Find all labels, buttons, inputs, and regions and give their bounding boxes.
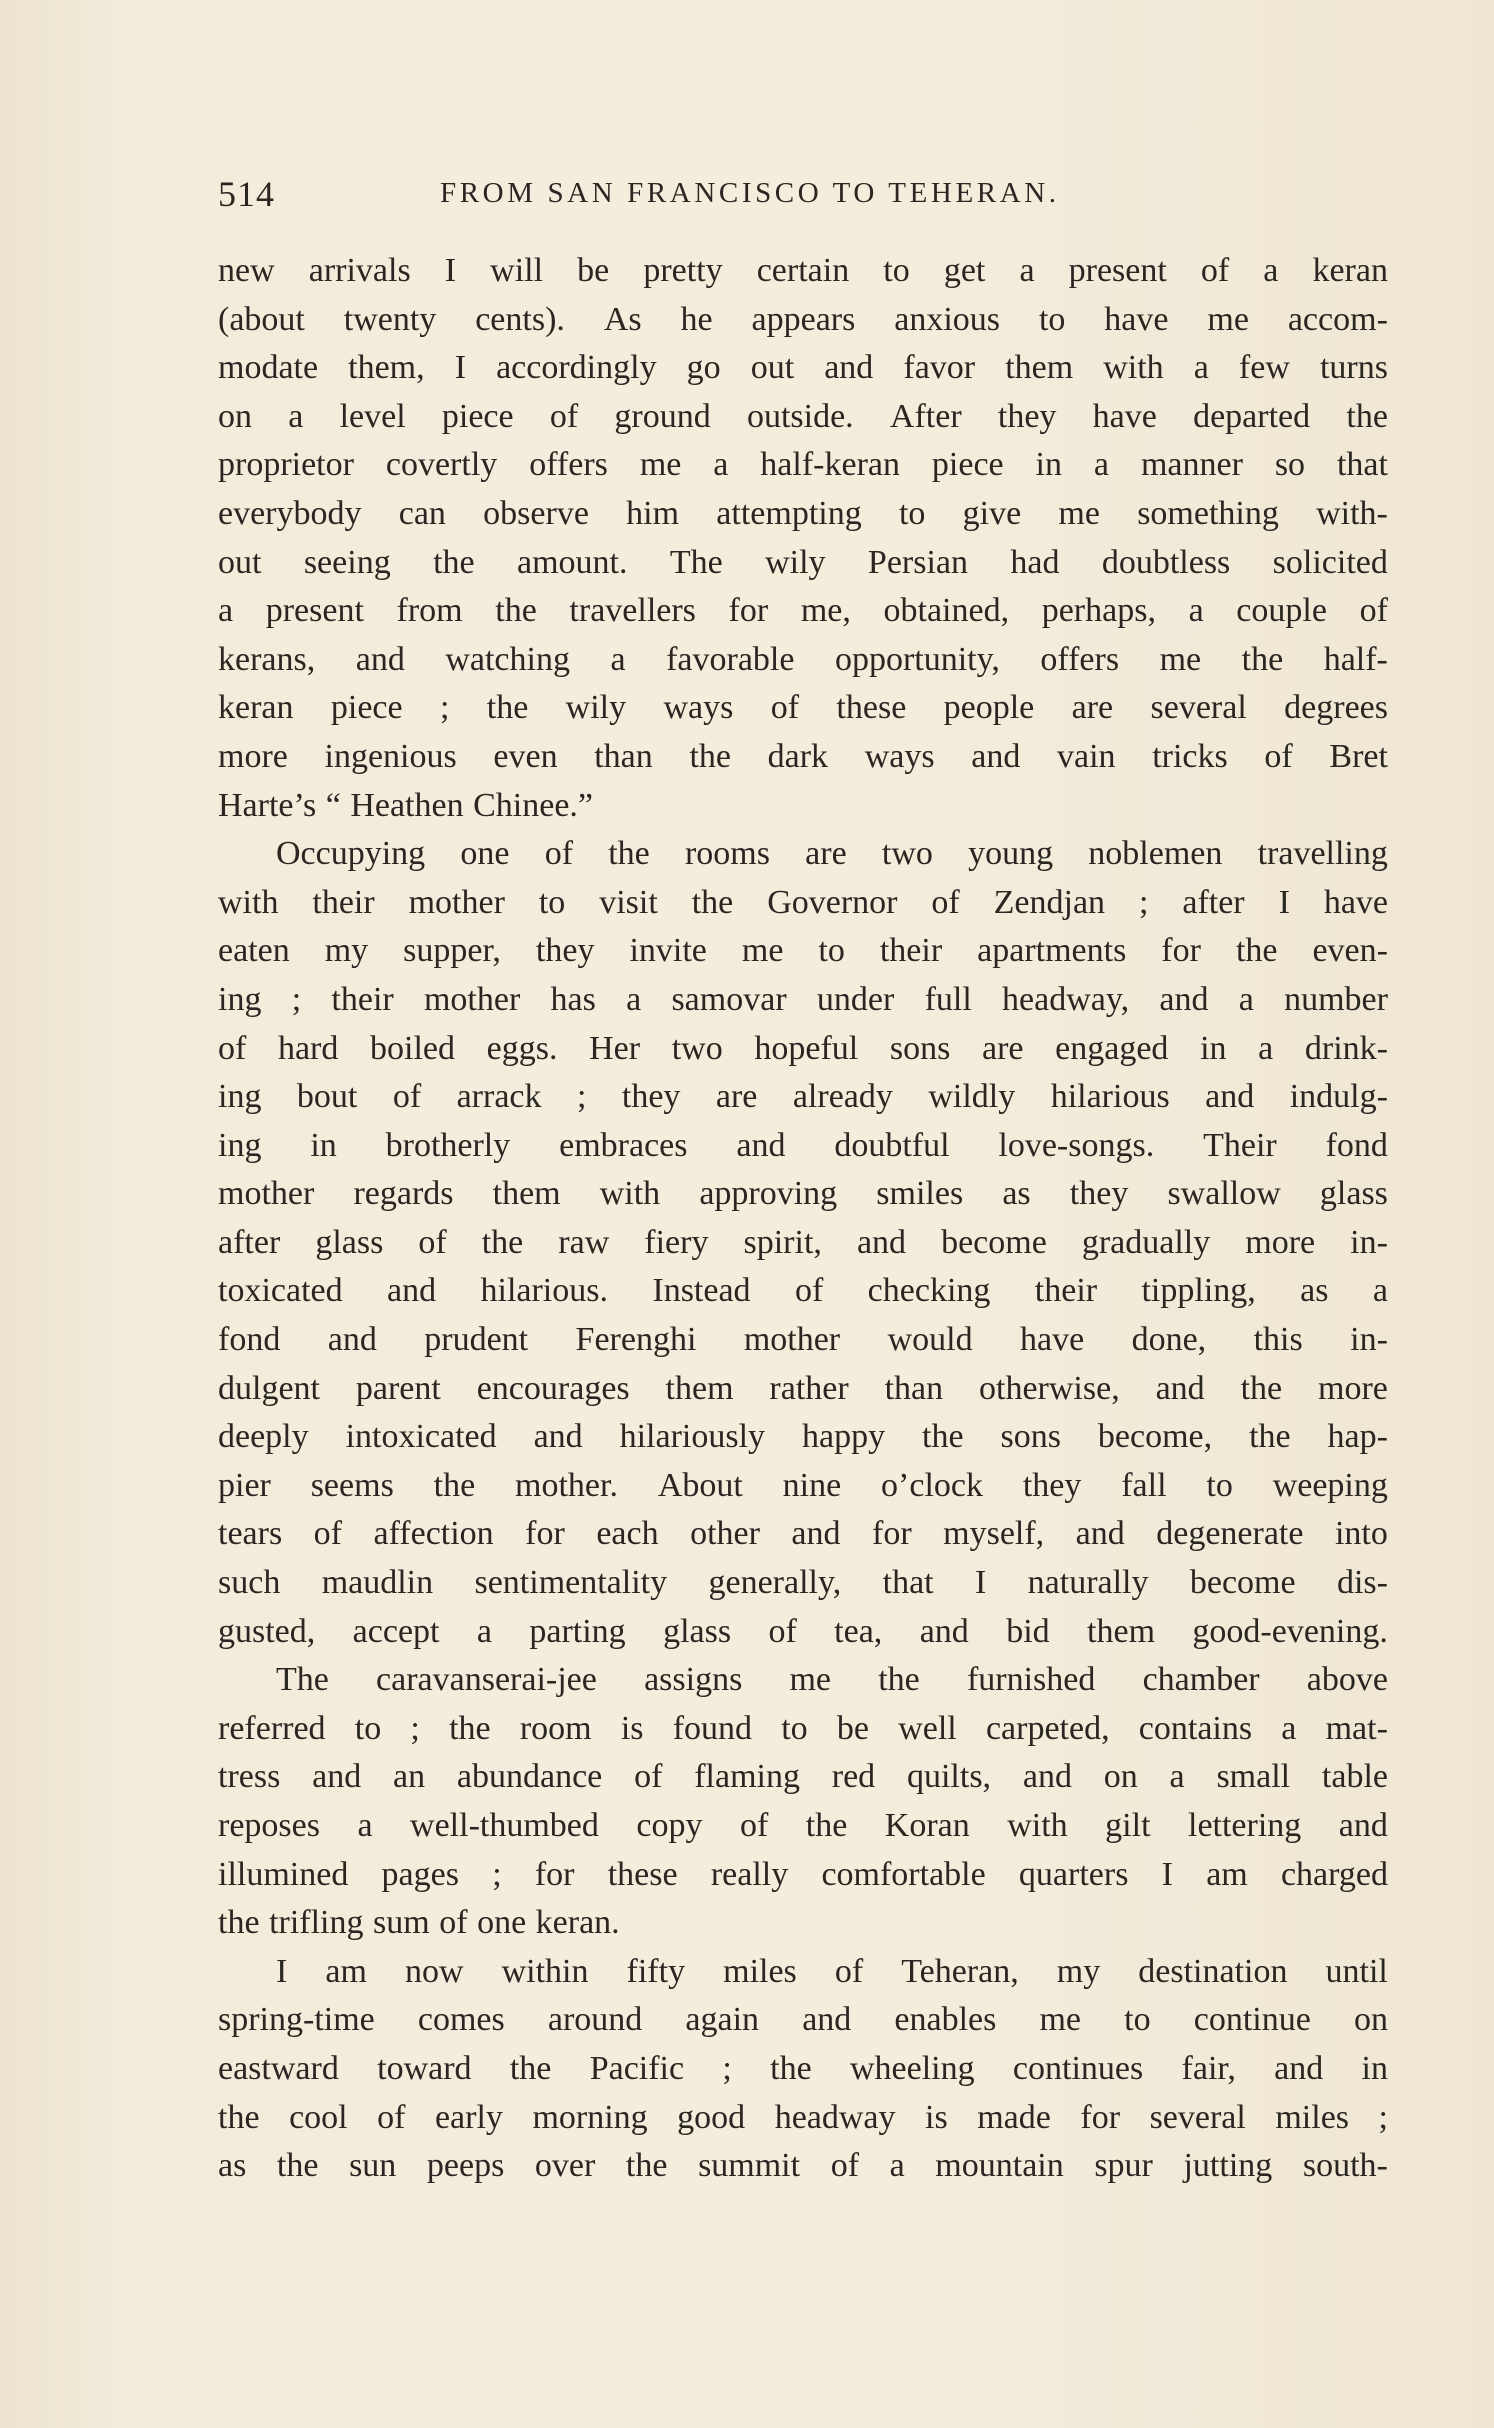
text-line: dulgent parent encourages them rather than otherwise, and the more <box>218 1369 1388 1407</box>
running-head: FROM SAN FRANCISCO TO TEHERAN. <box>440 177 1060 209</box>
text-line: reposes a well-thumbed copy of the Koran with gilt lettering and <box>218 1807 1388 1844</box>
text-line: The caravanserai-jee assigns me the furnished chamber above <box>276 1661 1388 1699</box>
text-line: a present from the travellers for me, obtained, perhaps, a couple of <box>218 592 1388 630</box>
text-line: tears of affection for each other and for myself, and degenerate into <box>218 1515 1388 1553</box>
text-line: with their mother to visit the Governor of Zendjan ; after I have <box>218 883 1388 921</box>
text-line: Harte’s “ Heathen Chinee.” <box>218 786 594 824</box>
text-line: deeply intoxicated and hilariously happy the sons become, the hap- <box>218 1418 1388 1456</box>
text-line: of hard boiled eggs. Her two hopeful sons are engaged in a drink- <box>218 1029 1388 1067</box>
text-line: mother regards them with approving smiles as they swallow glass <box>218 1175 1388 1213</box>
text-line: ing bout of arrack ; they are already wildly hilarious and indulg- <box>218 1078 1388 1116</box>
text-line: ing in brotherly embraces and doubtful love-songs. Their fond <box>218 1126 1388 1164</box>
page-header <box>218 173 1388 223</box>
text-line: ing ; their mother has a samovar under full headway, and a number <box>218 980 1388 1018</box>
text-line: as the sun peeps over the summit of a mountain spur jutting south- <box>218 2147 1388 2185</box>
text-line: referred to ; the room is found to be well carpeted, contains a mat- <box>218 1709 1388 1747</box>
text-line: on a level piece of ground outside. After they have departed the <box>218 397 1388 435</box>
text-line: gusted, accept a parting glass of tea, and bid them good-evening. <box>218 1612 1388 1650</box>
text-line: Occupying one of the rooms are two young noblemen travelling <box>276 835 1388 873</box>
text-line: eaten my supper, they invite me to their apartments for the even- <box>218 932 1388 970</box>
page-number: 514 <box>218 174 275 214</box>
body-text <box>218 247 1388 2191</box>
text-line: after glass of the raw fiery spirit, and become gradually more in- <box>218 1223 1388 1261</box>
text-line: keran piece ; the wily ways of these people are several degrees <box>218 689 1388 727</box>
text-line: proprietor covertly offers me a half-keran piece in a manner so that <box>218 446 1388 484</box>
text-line: pier seems the mother. About nine o’clock they fall to weeping <box>218 1466 1388 1504</box>
text-line: everybody can observe him attempting to give me something with- <box>218 494 1388 532</box>
text-line: tress and an abundance of flaming red quilts, and on a small table <box>218 1758 1388 1796</box>
text-line: more ingenious even than the dark ways and vain tricks of Bret <box>218 737 1388 775</box>
text-line: new arrivals I will be pretty certain to get a present of a keran <box>218 252 1388 289</box>
text-line: out seeing the amount. The wily Persian had doubtless solicited <box>218 543 1388 581</box>
text-line: toxicated and hilarious. Instead of checking their tippling, as a <box>218 1272 1388 1310</box>
text-line: the trifling sum of one keran. <box>218 1904 620 1942</box>
text-line: modate them, I accordingly go out and favor them with a few turns <box>218 349 1388 387</box>
text-line: I am now within fifty miles of Teheran, my destination until <box>276 1952 1388 1990</box>
text-line: the cool of early morning good headway is made for several miles ; <box>218 2098 1388 2136</box>
text-line: (about twenty cents). As he appears anxious to have me accom- <box>218 300 1388 338</box>
text-line: kerans, and watching a favorable opportunity, offers me the half- <box>218 640 1388 678</box>
text-line: illumined pages ; for these really comfortable quarters I am charged <box>218 1855 1388 1893</box>
text-line: eastward toward the Pacific ; the wheeling continues fair, and in <box>218 2049 1388 2087</box>
text-line: fond and prudent Ferenghi mother would have done, this in- <box>218 1321 1388 1359</box>
text-line: spring-time comes around again and enables me to continue on <box>218 2001 1388 2039</box>
text-line: such maudlin sentimentality generally, that I naturally become dis- <box>218 1564 1388 1602</box>
